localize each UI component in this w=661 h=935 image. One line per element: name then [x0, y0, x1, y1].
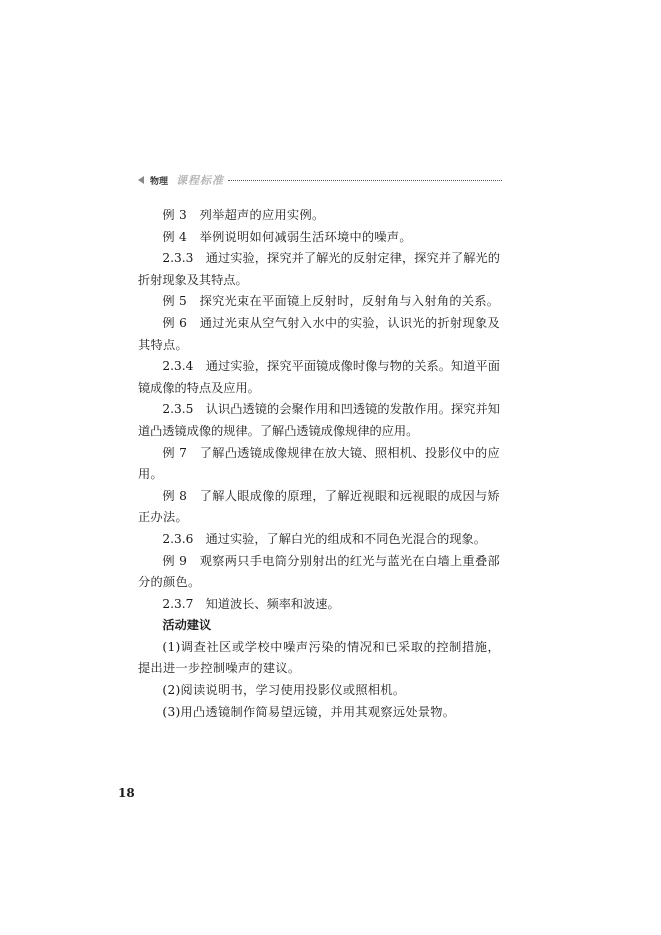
standard-2-3-3: 2.3.3 通过实验，探究并了解光的反射定律，探究并了解光的折射现象及其特点。	[138, 251, 500, 287]
example-3: 例 3 列举超声的应用实例。	[162, 208, 325, 222]
standard-2-3-6: 2.3.6 通过实验，了解白光的组成和不同色光混合的现象。	[162, 531, 486, 546]
example-9: 例 9 观察两只手电筒分别射出的红光与蓝光在白墙上重叠部分的颜色。	[138, 553, 500, 590]
running-header	[138, 172, 502, 188]
standard-2-3-4: 2.3.4 通过实验，探究平面镜成像时像与物的关系。知道平面镜成像的特点及应用。	[138, 359, 500, 395]
activity-1: (1)调查社区或学校中噪声污染的情况和已采取的控制措施，提出进一步控制噪声的建议。	[138, 639, 500, 676]
header-subject: 物理	[150, 176, 169, 187]
example-7: 例 7 了解凸透镜成像规律在放大镜、照相机、投影仪中的应用。	[138, 445, 500, 482]
header-book-title: 课程标准	[176, 174, 225, 187]
example-4: 例 4 举例说明如何减弱生活环境中的噪声。	[162, 229, 412, 244]
activity-3: (3)用凸透镜制作简易望远镜，并用其观察远处景物。	[162, 704, 456, 719]
example-6: 例 6 通过光束从空气射入水中的实验，认识光的折射现象及其特点。	[138, 315, 500, 352]
page-number: 18	[118, 786, 135, 800]
left-triangle-icon	[138, 176, 144, 184]
page-body	[138, 205, 500, 723]
activity-suggestions-heading: 活动建议	[162, 618, 212, 633]
header-dotted-rule	[228, 180, 502, 181]
example-5: 例 5 探究光束在平面镜上反射时，反射角与入射角的关系。	[162, 294, 500, 309]
example-8: 例 8 了解人眼成像的原理，了解近视眼和远视眼的成因与矫正办法。	[138, 488, 500, 525]
activity-2: (2)阅读说明书，学习使用投影仪或照相机。	[162, 683, 406, 698]
standard-2-3-7: 2.3.7 知道波长、频率和波速。	[162, 596, 340, 611]
standard-2-3-5: 2.3.5 认识凸透镜的会聚作用和凹透镜的发散作用。探究并知道凸透镜成像的规律。了解凸透镜成像规律的应用。	[138, 402, 500, 438]
